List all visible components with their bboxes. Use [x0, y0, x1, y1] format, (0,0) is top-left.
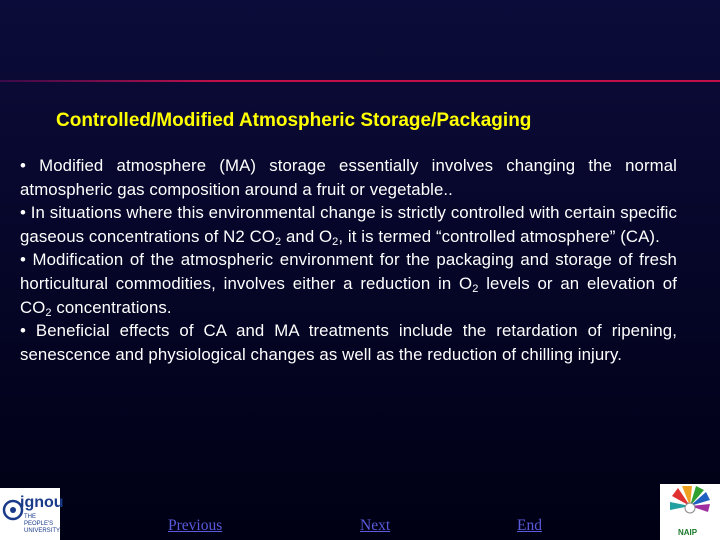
bullet-text: • Beneficial effects of CA and MA treatments include the retardation of ripening, senescence and physiological changes as well as the reduction of chilling injury.: [20, 321, 677, 364]
bullet-text: levels or an elevation of CO: [20, 273, 678, 317]
bullet-ma-storage: [20, 154, 677, 201]
bullet-text: • Modified atmosphere (MA) storage essentially involves changing the normal atmospheric gas composition around a fruit or vegetable..: [20, 156, 677, 199]
bullet-text: • In situations where this environmental change is strictly controlled with certain specific gaseous concentrations of N2 CO: [20, 203, 677, 246]
subscript: 2: [472, 282, 479, 295]
subscript: 2: [274, 235, 282, 248]
naip-logo-text: NAIP: [678, 528, 698, 537]
bullet-text: , it is termed “controlled atmosphere” (CA).: [338, 226, 660, 246]
subscript: 2: [45, 306, 52, 319]
bullet-modification: [20, 248, 677, 319]
bullet-beneficial-effects: [20, 319, 677, 366]
previous-link[interactable]: Previous: [168, 517, 223, 534]
next-link[interactable]: Next: [360, 517, 391, 534]
ignou-logo: [0, 488, 64, 540]
bullet-controlled-atmosphere: [20, 201, 677, 248]
ignou-logo-text: ignou: [20, 494, 64, 511]
naip-wheel-icon: [660, 484, 720, 528]
bullet-text: • Modification of the atmospheric environment for the packaging and storage of fresh horticultural commodities, involves either a reduction in O: [20, 250, 677, 293]
slide-body: [20, 154, 677, 366]
header-divider: [0, 80, 720, 82]
naip-logo: [660, 484, 720, 540]
bullet-text: and O: [281, 226, 333, 246]
subscript: 2: [332, 235, 339, 248]
slide-title: Controlled/Modified Atmospheric Storage/Packaging: [56, 110, 532, 131]
bullet-text: concentrations.: [51, 297, 172, 317]
end-link[interactable]: End: [517, 517, 542, 534]
ignou-tagline: THE PEOPLE'S UNIVERSITY: [24, 514, 61, 534]
